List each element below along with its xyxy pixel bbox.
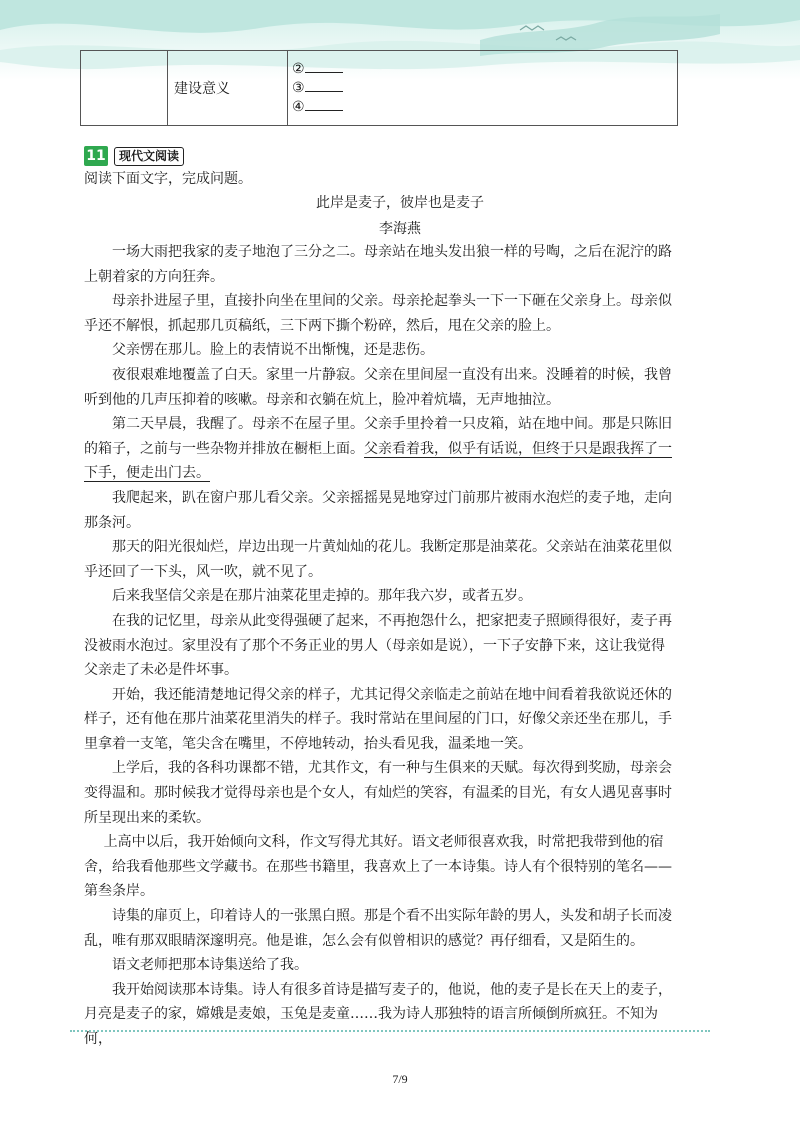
paragraph: 父亲愣在那儿。脸上的表情说不出惭愧，还是悲伤。 xyxy=(112,342,434,359)
paragraph: 我爬起来，趴在窗户那儿看父亲。父亲摇摇晃晃地穿过门前那片被雨水泡烂的麦子地，走向那条河。 xyxy=(84,489,672,531)
paragraph: 母亲扑进屋子里，直接扑向坐在里间的父亲。母亲抡起拳头一下一下砸在父亲身上。母亲似乎还不解恨，抓起那几页稿纸，三下两下撕个粉碎，然后，甩在父亲的脸上。 xyxy=(84,293,672,334)
paragraph xyxy=(84,412,678,486)
footer-divider xyxy=(70,1030,710,1032)
paragraph: 后来我坚信父亲是在那片油菜花里走掉的。那年我六岁，或者五岁。 xyxy=(112,588,532,605)
fill-in-table xyxy=(80,50,678,126)
article-title: 此岸是麦子，彼岸也是麦子 xyxy=(316,195,484,211)
paragraph: 我开始阅读那本诗集。诗人有很多首诗是描写麦子的，他说，他的麦子是长在天上的麦子，月亮是麦子的家，嫦娥是麦娘，玉兔是麦童……我为诗人那独特的语言所倾倒所疯狂。不知为何， xyxy=(84,981,672,1047)
table-row-label: 建设意义 xyxy=(168,51,288,126)
paragraph: 那天的阳光很灿烂，岸边出现一片黄灿灿的花儿。我断定那是油菜花。父亲站在油菜花里似乎还回了一下头，风一吹，就不见了。 xyxy=(84,539,672,580)
underlined-sentence: 父亲看着我，似乎有话说，但终于只是跟我挥了一下手，便走出门去。 xyxy=(84,440,672,482)
table-cell-empty xyxy=(81,51,168,126)
article-author: 李海燕 xyxy=(379,221,421,237)
paragraph: 上高中以后，我开始倾向文科，作文写得尤其好。语文老师很喜欢我，时常把我带到他的宿舍，给我看他那些文学藏书。在那些书籍里，我喜欢上了一本诗集。诗人有个很特别的笔名——第叁条岸。 xyxy=(84,834,672,900)
question-type-tag: 现代文阅读 xyxy=(114,147,184,166)
paragraph: 一场大雨把我家的麦子地泡了三分之二。母亲站在地头发出狼一样的号啕，之后在泥泞的路上朝着家的方向狂奔。 xyxy=(84,244,672,285)
paragraph: 诗集的扉页上，印着诗人的一张黑白照。那是个看不出实际年龄的男人，头发和胡子长而凌乱，唯有那双眼睛深邃明亮。他是谁，怎么会有似曾相识的感觉？再仔细看，又是陌生的。 xyxy=(84,908,672,949)
paragraph-text: 第二天早晨，我醒了。母亲不在屋子里。父亲手里拎着一只皮箱，站在地中间。那是只陈旧的箱子，之前与一些杂物并排放在橱柜上面。 xyxy=(84,416,672,457)
paragraph: 在我的记忆里，母亲从此变得强硬了起来，不再抱怨什么，把家把麦子照顾得很好，麦子再没被雨水泡过。家里没有了那个不务正业的男人（母亲如是说），一下子安静下来，这让我觉得父亲走了未必是件坏事。 xyxy=(84,612,672,679)
table-answer-cell xyxy=(288,51,678,126)
paragraph: 开始，我还能清楚地记得父亲的样子，尤其记得父亲临走之前站在地中间看着我欲说还休的样子，还有他在那片油菜花里消失的样子。我时常站在里间屋的门口，好像父亲还坐在那儿，手里拿着一支笔，笔尖含在嘴里，不停地转动，抬头看见我，温柔地一笑。 xyxy=(84,686,672,752)
question-header xyxy=(84,146,184,166)
article-body xyxy=(84,240,678,1052)
paragraph: 语文老师把那本诗集送给了我。 xyxy=(112,957,308,974)
answer-blank-2[interactable]: ② xyxy=(292,60,676,79)
answer-blank-3[interactable]: ③ xyxy=(292,79,676,98)
paragraph: 上学后，我的各科功课都不错，尤其作文，有一种与生俱来的天赋。每次得到奖励，母亲会变得温和。那时候我才觉得母亲也是个女人，有灿烂的笑容，有温柔的目光，有女人遇见喜事时所呈现出来的柔软。 xyxy=(84,760,672,826)
question-instruction: 阅读下面文字，完成问题。 xyxy=(84,171,252,187)
question-number-badge: 11 xyxy=(84,146,108,166)
answer-blank-4[interactable]: ④ xyxy=(292,98,676,117)
page-number: 7/9 xyxy=(392,1072,408,1086)
paragraph: 夜很艰难地覆盖了白天。家里一片静寂。父亲在里间屋一直没有出来。没睡着的时候，我曾听到他的几声压抑着的咳嗽。母亲和衣躺在炕上，脸冲着炕墙，无声地抽泣。 xyxy=(84,366,672,408)
